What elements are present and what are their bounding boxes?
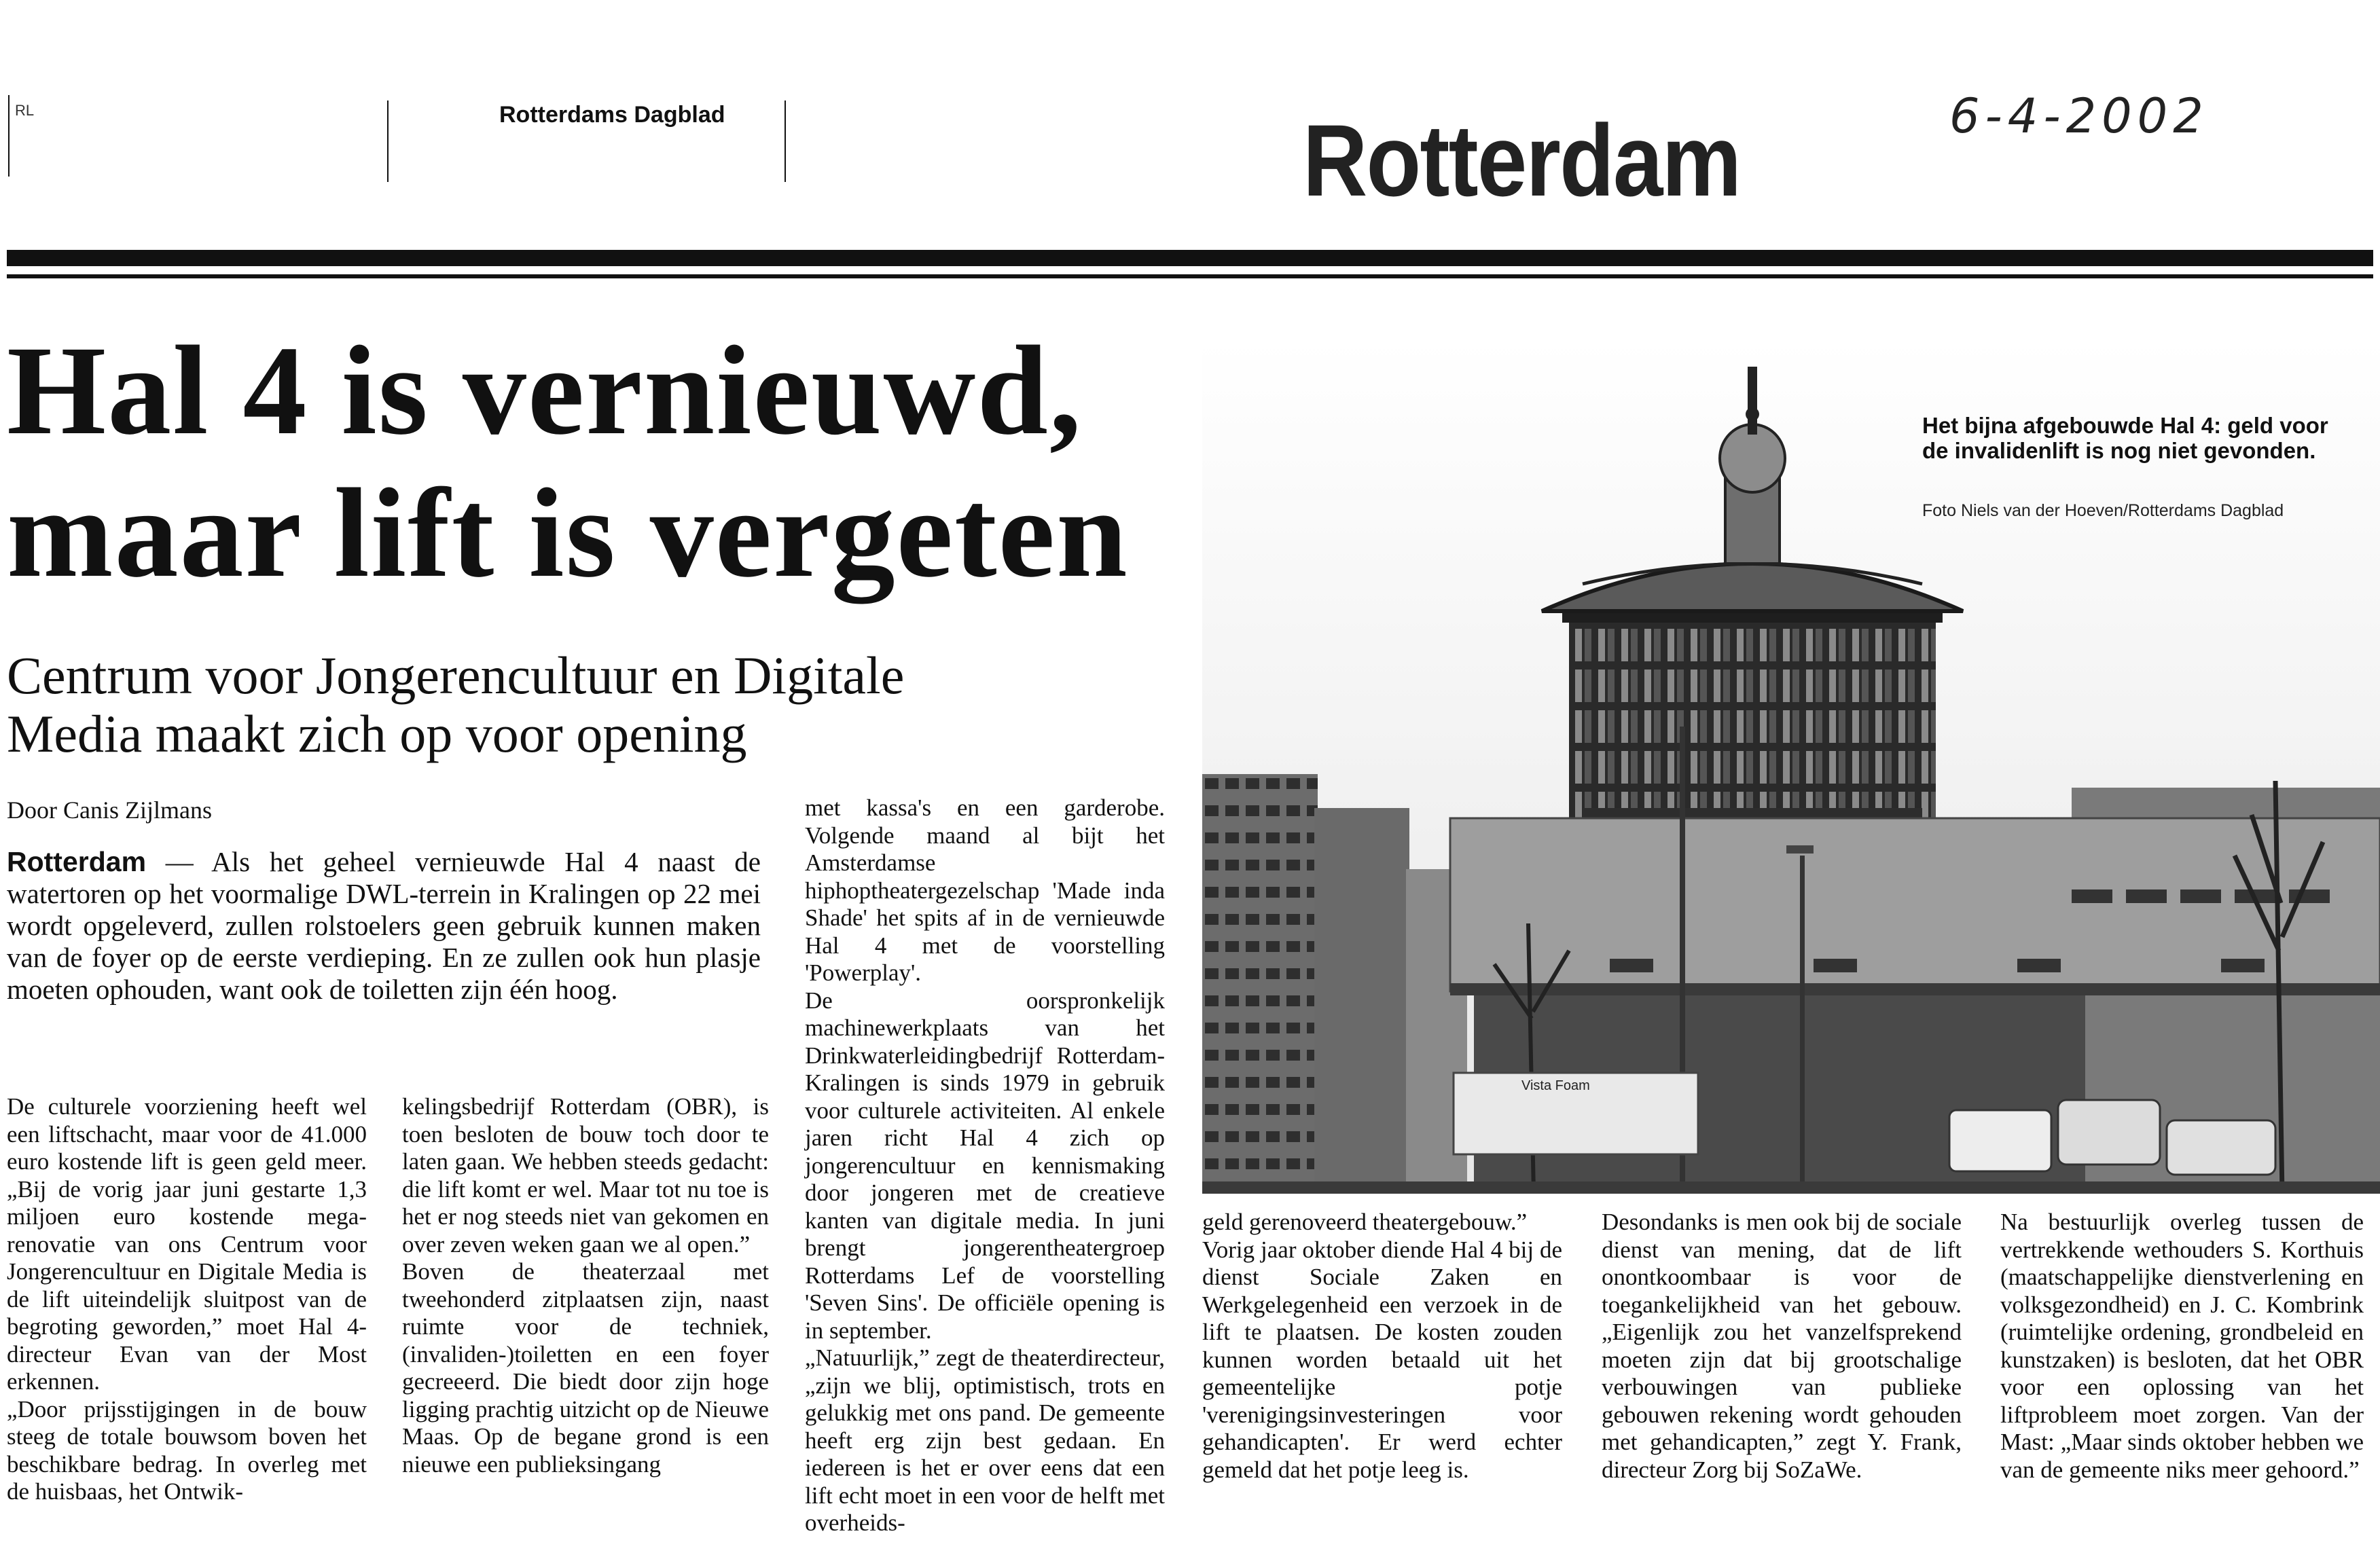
section-title: Rotterdam: [1303, 103, 1741, 217]
column-text: met kassa's en een garderobe. Volgende maand al bijt het Amsterdamse hiphoptheatergezelschap 'Made inda Shade' het spits af in de vernieuwde Hal 4 met de voorstelling 'Powerplay'. De oorspronkelijk machinewerkplaats van het Drinkwaterleidingbedrijf Rotterdam-Kralingen is sinds 1979 in gebruik voor culturele activiteiten. Al enkele jaren richt Hal 4 zich op jongerencultuur en kennismaking door jongeren met de creatieve kanten van digitale media. In juni brengt jongerentheatergroep Rotterdams Lef de voorstelling 'Seven Sins'. De officiële opening is in september. „Natuurlijk,” zegt de theaterdirecteur, „zijn we blij, optimistisch, trots en gelukkig met ons pand. De gemeente heeft erg zijn best gedaan. En iedereen is het er over eens dat een lift echt moet in een voor de helft met overheids-: [805, 794, 1165, 1536]
byline: Door Canis Zijlmans: [7, 796, 212, 824]
article-column-6: [2000, 1209, 2364, 1528]
lead-paragraph: [7, 846, 761, 1006]
header-rule: [7, 250, 2373, 266]
lead-text: — Als het geheel vernieuwde Hal 4 naast de watertoren op het voormalige DWL-terrein in Kralingen op 22 mei wordt opgeleverd, zullen rolstoelers geen gebruik kunnen maken van de foyer op de eerste verdieping. En ze zullen ook hun plasje moeten ophouden, want ook de toiletten zijn één hoog.: [7, 846, 761, 1005]
article-column-5: [1602, 1209, 1962, 1528]
header-divider: [8, 95, 10, 177]
subhead-line: Centrum voor Jongerencultuur en Digitale: [7, 646, 905, 705]
van-sign: Vista Foam: [1521, 1078, 1590, 1093]
headline-line: maar lift is vergeten: [7, 462, 1129, 604]
column-text: De culturele voorziening heeft wel een liftschacht, maar voor de 41.000 euro kostende lift is geen geld meer. „Bij de vorig jaar juni gestarte 1,3 miljoen euro kostende mega-renovatie van ons Centrum voor Jongerencultuur en Digitale Media is de lift uiteindelijk sluitpost van de begroting geworden,” moet Hal 4-directeur Evan van der Most erkennen. „Door prijsstijgingen in de bouw steeg de totale bouwsom boven het beschikbare bedrag. In overleg met de huisbaas, het Ontwik-: [7, 1093, 367, 1505]
column-text: kelingsbedrijf Rotterdam (OBR), is toen besloten de bouw toch door te laten gaan. We hebben steeds gedacht: die lift komt er wel. Maar tot nu toe is het er nog steeds niet van gekomen en over zeven weken gaan we al open.” Boven de theaterzaal met tweehonderd zitplaatsen zijn, naast ruimte voor de techniek, (invaliden-)toiletten en een foyer gecreeerd. Die biedt door zijn hoge ligging prachtig uitzicht op de Nieuwe Maas. Op de begane grond is een nieuwe een publieksingang: [402, 1093, 769, 1478]
column-text: Na bestuurlijk overleg tussen de vertrekkende wethouders S. Korthuis (maatschappelijke dienstverlening en volksgezondheid) en J. C. Kombrink (ruimtelijke ordening, grondbeleid en kunstzaken) is besloten, dat het OBR voor een oplossing van het liftprobleem moet zorgen. Van der Mast: „Maar sinds oktober hebben we van de gemeente niks meer gehoord.”: [2000, 1209, 2364, 1483]
clipping-tag: RL: [15, 102, 35, 119]
header-rule-thin: [7, 274, 2373, 278]
column-text: geld gerenoveerd theatergebouw.” Vorig jaar oktober diende Hal 4 bij de dienst Sociale Zaken en Werkgelegenheid een verzoek in de lift te plaatsen. De kosten zouden kunnen worden betaald uit het gemeentelijke potje 'verenigingsinvesteringen voor gehandicapten'. Er werd echter gemeld dat het potje leeg is.: [1202, 1209, 1562, 1483]
article-column-4: [1202, 1209, 1562, 1528]
photo-caption: Het bijna afgebouwde Hal 4: geld voor de invalidenlift is nog niet gevonden.: [1922, 413, 2328, 463]
subhead-line: Media maakt zich op voor opening: [7, 704, 747, 763]
headline-line: Hal 4 is vernieuwd,: [7, 319, 1083, 461]
article-column-1: [7, 1093, 367, 1528]
article-column-2: [402, 1093, 769, 1528]
header-divider: [785, 100, 786, 182]
header-divider: [387, 100, 389, 182]
handwritten-date: 6-4-2002: [1949, 88, 2209, 144]
newspaper-name: Rotterdams Dagblad: [499, 102, 725, 128]
photo-credit: Foto Niels van der Hoeven/Rotterdams Dagblad: [1922, 501, 2284, 520]
dateline: Rotterdam: [7, 846, 147, 877]
article-subhead: [7, 646, 1161, 763]
apartment-building: [1202, 774, 1318, 1194]
article-headline: [7, 319, 1406, 604]
column-text: Desondanks is men ook bij de sociale dienst van mening, dat de lift onontkoombaar is voor de toegankelijkheid van het gebouw. „Eigenlijk zou het vanzelfsprekend moeten zijn dat bij grootschalige verbouwingen van publieke gebouwen rekening wordt gehouden met gehandicapten,” zegt Y. Frank, directeur Zorg bij SoZaWe.: [1602, 1209, 1962, 1483]
article-column-3: [805, 794, 1165, 1535]
article-photo: [1202, 340, 2380, 1194]
